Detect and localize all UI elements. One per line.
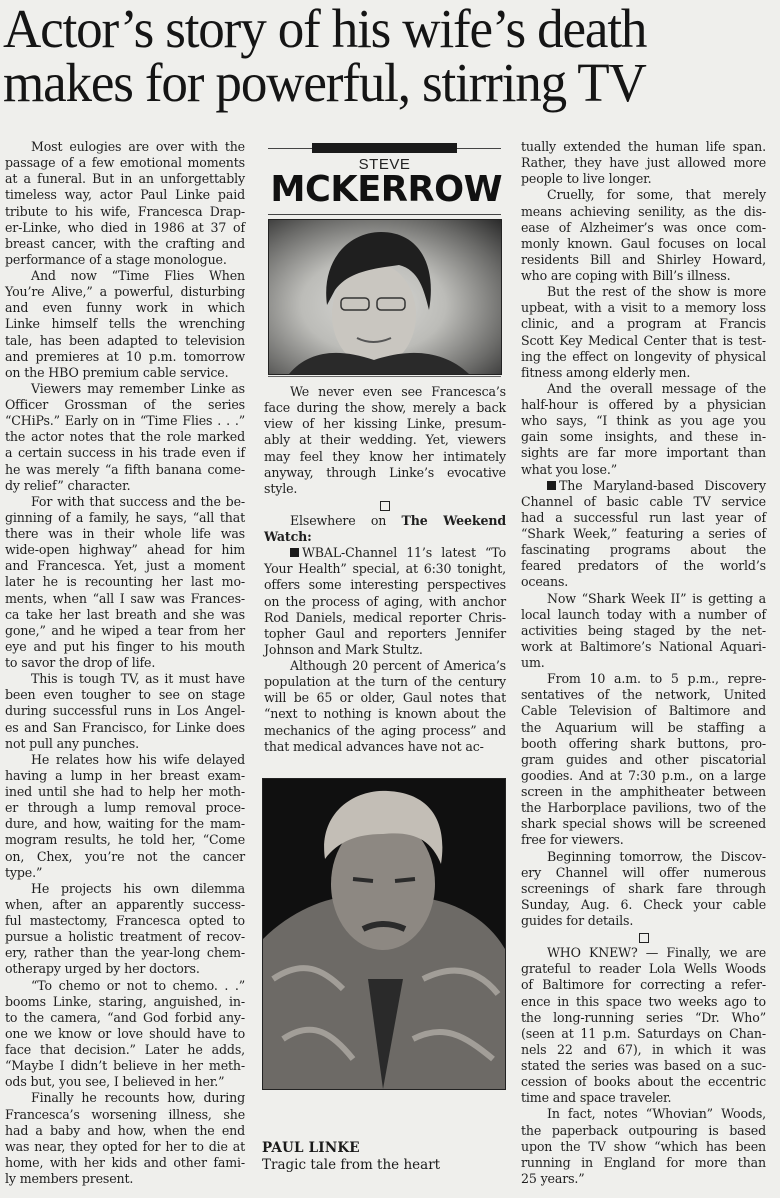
text-line: topher Gaul and reporters Jennifer <box>264 625 506 641</box>
text-line: will be 65 or older, Gaul notes that <box>264 690 506 706</box>
text-line: during successful runs in Los Angel- <box>5 703 245 719</box>
text-line: the Aquarium will be staffing a <box>521 719 766 735</box>
text-line: Rod Daniels, medical reporter Chris- <box>264 609 506 625</box>
text-line: upon the TV show “which has been <box>521 1138 766 1154</box>
text-line: ods but, you see, I believed in her.” <box>5 1074 225 1090</box>
text-line: ease of Alzheimer’s was once com- <box>521 219 766 235</box>
text-line: later he is recounting her last mo- <box>5 574 245 590</box>
text-line: may feel they know her intimately <box>264 448 506 464</box>
text-line: local launch today with a number of <box>521 606 766 622</box>
column1-paragraph <box>5 752 245 881</box>
section-separator-icon <box>521 929 766 945</box>
column1-paragraph <box>5 1090 245 1187</box>
hollow-square-icon <box>380 501 390 511</box>
text-line: face that decision.” Later he adds, <box>5 1042 245 1057</box>
text-line: on the HBO premium cable service. <box>5 364 229 380</box>
text-line: We never even see Francesca’s <box>290 384 506 399</box>
text-line: gain some insights, and these in- <box>521 429 766 445</box>
text-line: Beginning tomorrow, the Discov- <box>547 848 766 864</box>
text-line: Finally he recounts how, during <box>31 1090 245 1106</box>
text-line: the Harborplace pavilions, two of the <box>521 800 766 816</box>
text-line: The Maryland-based Discovery <box>521 478 766 494</box>
column2-paragraph <box>264 545 506 658</box>
subject-portrait-icon <box>263 779 505 1089</box>
text-line: mechanics of the aging process” and <box>264 722 506 738</box>
text-line: Viewers may remember Linke as <box>31 380 245 396</box>
text-line: He relates how his wife delayed <box>31 751 245 767</box>
text-line: Cruelly, for some, that merely <box>547 187 766 203</box>
text-line: pursue a holistic treatment of recov- <box>5 929 245 945</box>
text-line: he was merely “a fifth banana come- <box>5 461 245 477</box>
text-line: time and space traveler. <box>521 1090 672 1106</box>
article-column-1 <box>5 139 245 1187</box>
text-line: population at the turn of the century <box>264 674 506 690</box>
text-line: “Shark Week,” featuring a series of <box>521 526 766 541</box>
text-line: been even tougher to see on stage <box>5 687 245 703</box>
byline-last-name: MCKERROW <box>270 169 503 210</box>
text-line: Most eulogies are over with the <box>31 139 245 154</box>
text-line: fitness among elderly men. <box>521 364 691 380</box>
text-line: home, with her kids and other fami- <box>5 1154 245 1170</box>
text-line: that medical advances have not ac- <box>264 738 484 754</box>
text-line: monly known. Gaul focuses on local <box>521 235 766 251</box>
headline-line-2: makes for powerful, stirring TV <box>3 52 646 113</box>
text-line: In fact, notes “Whovian” Woods, <box>547 1106 766 1122</box>
text-line: cession of books about the eccentric <box>521 1074 766 1090</box>
text-line: grateful to reader Lola Wells Woods <box>521 961 766 977</box>
text-line: screenings of shark fare through <box>521 880 766 896</box>
text-line: otherapy urged by her doctors. <box>5 961 200 977</box>
bullet-square-icon <box>547 481 556 490</box>
text-line: ments, when “all I saw was Frances- <box>5 590 245 606</box>
text-line: ginning of a family, he says, “all that <box>5 509 245 525</box>
text-line: means achieving senility, as the dis- <box>521 203 766 219</box>
text-line: Cable Television of Baltimore and <box>521 703 766 719</box>
text-line: there was in their whole life was <box>5 526 245 541</box>
text-line: ery, rather than the year-long chem- <box>5 945 245 961</box>
text-line: Channel of basic cable TV service <box>521 493 766 509</box>
text-line: tribute to his wife, Francesca Drap- <box>5 203 245 219</box>
bullet-square-icon <box>290 548 299 557</box>
column3-paragraph <box>521 849 766 930</box>
text-line: the paperback outpouring is based <box>521 1122 766 1138</box>
text-line: Linke himself tells the wrenching <box>5 316 245 332</box>
text-line: timeless way, actor Paul Linke paid <box>5 187 245 203</box>
column1-paragraph <box>5 671 245 752</box>
text-line: “CHiPs.” Early on in “Time Flies . . .” <box>5 413 245 429</box>
text-line: having a lump in her breast exam- <box>5 767 245 783</box>
text-line: 25 years.” <box>521 1170 585 1186</box>
text-line: Rather, they have just allowed more <box>521 155 766 171</box>
text-line: style. <box>264 480 298 496</box>
text-line: Now “Shark Week II” is getting a <box>547 590 766 606</box>
text-line: half-hour is offered by a physician <box>521 397 766 412</box>
headline-line-1: Actor’s story of his wife’s death <box>3 0 647 59</box>
text-line: to the camera, “and God forbid any- <box>5 1009 245 1025</box>
column3-paragraph <box>521 1106 766 1187</box>
text-line: ined until she had to help her moth- <box>5 784 245 799</box>
column1-paragraph <box>5 978 245 1091</box>
column3-paragraph <box>521 139 766 187</box>
text-line: WBAL-Channel 11’s latest “To <box>264 545 506 561</box>
text-line: gram guides and other piscatorial <box>521 751 766 767</box>
text-line: not pull any punches. <box>5 735 139 751</box>
text-line: feared predators of the world’s <box>521 558 766 574</box>
text-line: “Maybe I didn’t believe in her meth- <box>5 1058 245 1074</box>
subject-photo <box>262 778 506 1090</box>
text-line: (seen at 11 p.m. Saturdays on Chan- <box>521 1025 766 1041</box>
text-line: From 10 a.m. to 5 p.m., repre- <box>547 671 766 687</box>
text-line: “To chemo or not to chemo. . .” <box>31 977 245 993</box>
text-line: And the overall message of the <box>547 380 766 396</box>
text-line: sentatives of the network, United <box>521 687 766 703</box>
text-line: upbeat, with a visit to a memory loss <box>521 300 766 316</box>
text-line: nels 22 and 67), in which it was <box>521 1041 766 1057</box>
text-line: wide-open highway” ahead for him <box>5 542 245 558</box>
text-line: gone,” and he wiped a tear from her <box>5 622 245 638</box>
text-line: type.” <box>5 864 43 880</box>
text-line: Johnson and Mark Stultz. <box>264 641 423 657</box>
byline-photo-area <box>264 0 506 384</box>
column3-paragraph <box>521 945 766 1106</box>
text-line: You’re Alive,” a powerful, disturbing <box>5 284 245 300</box>
column3-paragraph <box>521 187 766 284</box>
text-line: face during the show, merely a back <box>264 400 506 416</box>
text-line: people to live longer. <box>521 171 652 187</box>
text-line: when, after an apparently success- <box>5 896 245 912</box>
text-line: Officer Grossman of the series <box>5 397 245 412</box>
column1-paragraph <box>5 494 245 671</box>
text-line: who are coping with Bill’s illness. <box>521 268 731 283</box>
article-column-3 <box>521 139 766 1187</box>
text-line: running in England for more than <box>521 1154 766 1170</box>
text-line: Elsewhere on The Weekend <box>290 512 506 528</box>
text-line: “next to nothing is known about the <box>264 706 506 722</box>
text-line: sights are far more important than <box>521 445 766 461</box>
text-line: ery Channel will offer numerous <box>521 864 766 880</box>
column3-paragraph <box>521 591 766 672</box>
text-line: the actor notes that the role marked <box>5 429 245 445</box>
column1-paragraph <box>5 881 245 978</box>
text-line: He projects his own dilemma <box>31 880 245 896</box>
text-line: a certain success in his trade even if <box>5 445 245 461</box>
text-line: Francesca’s worsening illness, she <box>5 1106 245 1122</box>
column1-paragraph <box>5 381 245 494</box>
text-line: what you lose.” <box>521 461 617 477</box>
text-line: Sunday, Aug. 6. Check your cable <box>521 896 766 912</box>
text-line: had a successful run last year of <box>521 509 766 525</box>
column2-paragraph <box>264 384 506 497</box>
byline-first-name: STEVE <box>358 156 411 173</box>
text-line: and Francesca. Yet, just a moment <box>5 558 245 574</box>
column3-paragraph <box>521 284 766 381</box>
column1-paragraph <box>5 268 245 381</box>
caption-text: Tragic tale from the heart <box>262 1157 441 1173</box>
column3-paragraph <box>521 671 766 848</box>
text-line: um. <box>521 655 545 670</box>
text-line: ly members present. <box>5 1171 134 1186</box>
text-line: passage of a few emotional moments <box>5 155 245 171</box>
text-line: had a baby and how, when the end <box>5 1122 245 1138</box>
text-line: on, Chex, you’re not the cancer <box>5 848 245 864</box>
text-line: and even funny work in which <box>5 300 245 316</box>
section-separator-icon <box>264 497 506 513</box>
section-title: The Weekend <box>401 512 506 528</box>
text-line: the long-running series “Dr. Who” <box>521 1009 766 1025</box>
text-line: er-Linke, who died in 1986 at 37 of <box>5 219 245 235</box>
column3-paragraph <box>521 478 766 591</box>
text-line: mogram results, he told her, “Come <box>5 832 245 848</box>
text-line: breast cancer, with the crafting and <box>5 235 245 251</box>
text-line: dure, and how, waiting for the mam- <box>5 816 245 832</box>
text-line: view of her kissing Linke, presum- <box>264 416 506 432</box>
text-line: offers some interesting perspectives <box>264 577 506 593</box>
text-line: was near, they opted for her to die at <box>5 1138 245 1154</box>
text-line: This is tough TV, as it must have <box>31 671 245 687</box>
hollow-square-icon <box>639 933 649 943</box>
text-line: ing the effect on longevity of physical <box>521 348 766 364</box>
text-line: ca take her last breath and she was <box>5 606 245 622</box>
text-line: one we know or love should have to <box>5 1025 245 1041</box>
section-title: Watch: <box>264 529 312 544</box>
text-line: free for viewers. <box>521 832 624 848</box>
text-line: tale, has been adapted to television <box>5 332 245 348</box>
column3-paragraph <box>521 381 766 478</box>
text-line: on the process of aging, with anchor <box>264 593 506 609</box>
text-line: For with that success and the be- <box>31 493 245 509</box>
text-line: Although 20 percent of America’s <box>290 658 506 673</box>
text-line: clinic, and a program at Francis <box>521 316 766 332</box>
caption-name: PAUL LINKE <box>262 1140 360 1156</box>
text-line: stated the series was based on a suc- <box>521 1058 766 1073</box>
text-line: work at Baltimore’s National Aquari- <box>521 638 766 654</box>
photo-caption <box>262 1140 512 1174</box>
text-line: And now “Time Flies When <box>31 268 245 283</box>
text-line: goodies. And at 7:30 p.m., on a large <box>521 767 766 783</box>
text-line: booms Linke, staring, anguished, in- <box>5 993 245 1009</box>
text-line: who says, “I think as you age you <box>521 413 766 429</box>
text-line: dy relief” character. <box>5 477 131 493</box>
text-line: booth offering shark buttons, pro- <box>521 735 766 751</box>
text-line: tually extended the human life span. <box>521 139 766 154</box>
text-line: But the rest of the show is more <box>547 284 766 300</box>
text-line: and premieres at 10 p.m. tomorrow <box>5 348 245 364</box>
text-line: ence in this space two weeks ago to <box>521 993 766 1009</box>
text-line: activities being staged by the net- <box>521 622 766 638</box>
text-line: to savor the drop of life. <box>5 655 156 670</box>
elsewhere-intro <box>264 513 506 545</box>
text-line: of Baltimore for correcting a refer- <box>521 977 766 993</box>
text-line: oceans. <box>521 574 569 590</box>
text-line: anyway, through Linke’s evocative <box>264 464 506 480</box>
article-column-2 <box>264 0 506 755</box>
text-line: performance of a stage monologue. <box>5 251 227 267</box>
text-line: es and San Francisco, for Linke does <box>5 719 245 735</box>
text-line: residents Bill and Shirley Howard, <box>521 251 766 267</box>
text-line: Scott Key Medical Center that is test- <box>521 332 766 348</box>
text-line: shark special shows will be screened <box>521 816 766 832</box>
text-line: eye and put his finger to his mouth <box>5 638 245 654</box>
text-line: at a funeral. But in an unforgettably <box>5 171 245 187</box>
text-line: guides for details. <box>521 913 634 928</box>
text-line: Your Health” special, at 6:30 tonight, <box>264 561 506 577</box>
text-line: screen in the amphitheater between <box>521 784 766 799</box>
text-line: fascinating programs about the <box>521 542 766 558</box>
column1-paragraph <box>5 139 245 268</box>
column2-paragraph <box>264 658 506 755</box>
text-line: ful mastectomy, Francesca opted to <box>5 913 245 928</box>
text-line: ably at their wedding. Yet, viewers <box>264 432 506 448</box>
text-line: WHO KNEW? — Finally, we are <box>547 945 766 961</box>
text-line: er through a lump removal proce- <box>5 800 245 816</box>
